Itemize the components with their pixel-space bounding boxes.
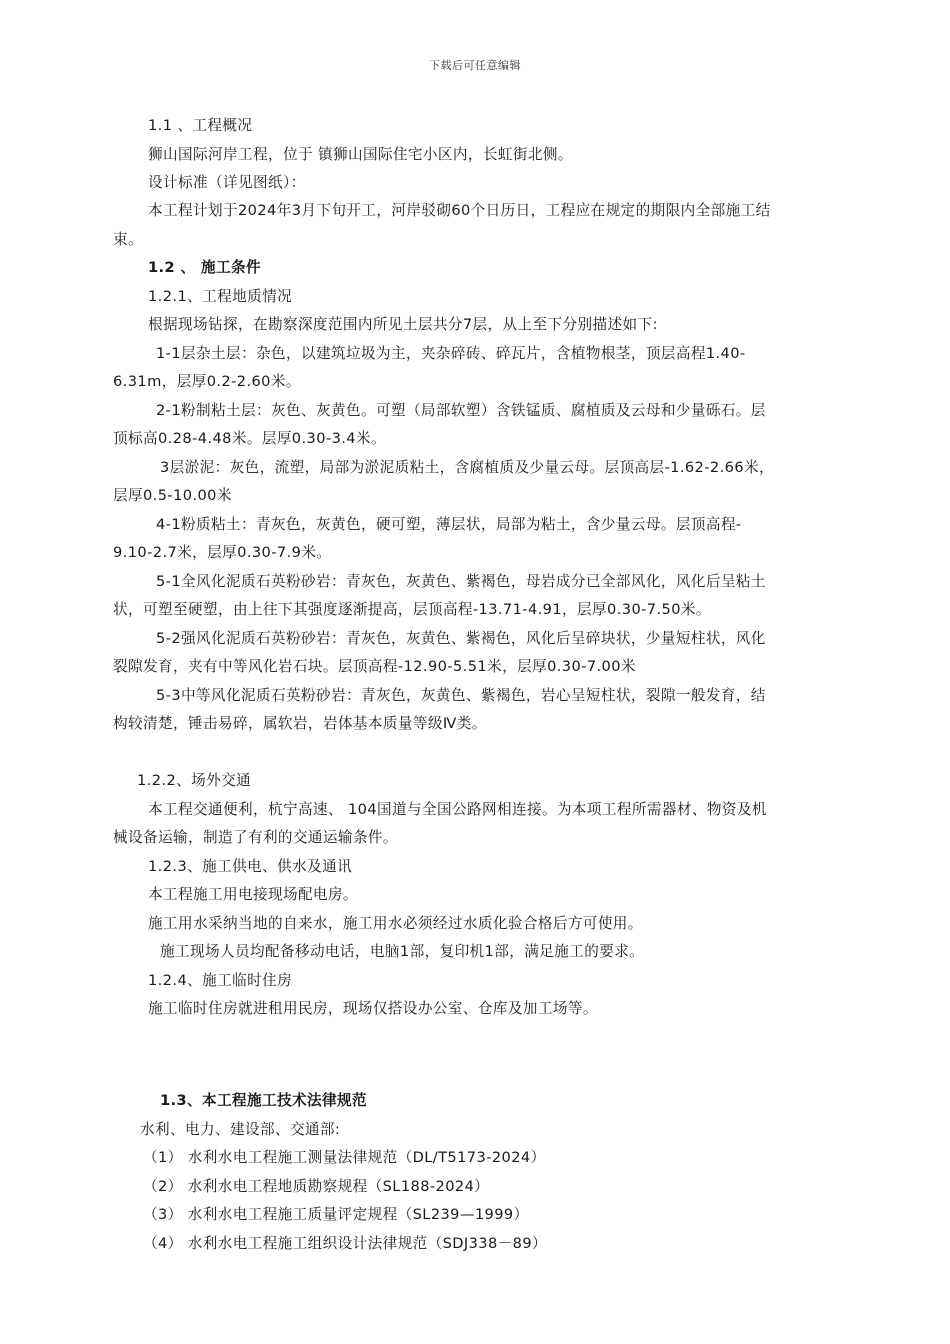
paragraph-line: 施工现场人员均配备移动电话，电脑1部，复印机1部，满足施工的要求。 xyxy=(160,943,645,960)
page-header: 下载后可任意编辑 xyxy=(429,59,521,72)
section-heading-1-3: 1.3、本工程施工技术法律规范 xyxy=(160,1092,367,1109)
paragraph-line: 设计标准（详见图纸）： xyxy=(148,174,306,191)
list-item: （1） 水利水电工程施工测量法律规范（DL/T5173-2024） xyxy=(143,1149,546,1166)
paragraph-line: 5-3中等风化泥质石英粉砂岩：青灰色，灰黄色、紫褐色，岩心呈短柱状，裂隙一般发育，结 xyxy=(156,687,766,704)
paragraph-line: 水利、电力、建设部、交通部: xyxy=(140,1121,341,1138)
list-item: （2） 水利水电工程地质勘察规程（SL188-2024） xyxy=(143,1178,490,1195)
paragraph-line: 械设备运输，制造了有利的交通运输条件。 xyxy=(113,829,398,846)
subsection-heading: 1.2.2、场外交通 xyxy=(137,772,252,789)
paragraph-line: 施工用水采纳当地的自来水，施工用水必须经过水质化验合格后方可使用。 xyxy=(148,915,643,932)
paragraph-line: 束。 xyxy=(113,231,143,248)
subsection-heading: 1.2.1、工程地质情况 xyxy=(148,288,293,305)
paragraph-line: 6.31m，层厚0.2-2.60米。 xyxy=(113,373,301,390)
list-item: （3） 水利水电工程施工质量评定规程（SL239—1999） xyxy=(143,1206,529,1223)
paragraph-line: 施工临时住房就进租用民房，现场仅搭设办公室、仓库及加工场等。 xyxy=(148,1000,598,1017)
paragraph-line: 5-2强风化泥质石英粉砂岩：青灰色，灰黄色、紫褐色，风化后呈碎块状，少量短柱状，风化 xyxy=(156,630,766,647)
paragraph-line: 3层淤泥：灰色，流塑，局部为淤泥质粘土，含腐植质及少量云母。层顶高层-1.62-2.66米， xyxy=(160,459,774,476)
list-item: （4） 水利水电工程施工组织设计法律规范（SDJ338－89） xyxy=(143,1235,548,1252)
section-heading-1-2: 1.2 、 施工条件 xyxy=(148,259,261,276)
paragraph-line: 构较清楚，锤击易碎，属软岩，岩体基本质量等级Ⅳ类。 xyxy=(113,715,487,732)
paragraph-line: 5-1全风化泥质石英粉砂岩：青灰色，灰黄色、紫褐色，母岩成分已全部风化，风化后呈粘土 xyxy=(156,573,766,590)
paragraph-line: 裂隙发育，夹有中等风化岩石块。层顶高程-12.90-5.51米，层厚0.30-7.00米 xyxy=(113,658,636,675)
paragraph-line: 本工程施工用电接现场配电房。 xyxy=(148,886,358,903)
paragraph-line: 顶标高0.28-4.48米。层厚0.30-3.4米。 xyxy=(113,430,386,447)
paragraph-line: 本工程计划于2024年3月下旬开工，河岸驳砌60个日历日，工程应在规定的期限内全部施工结 xyxy=(148,202,771,219)
paragraph-line: 层厚0.5-10.00米 xyxy=(113,487,232,504)
subsection-heading: 1.2.4、施工临时住房 xyxy=(148,972,293,989)
paragraph-line: 本工程交通便利，杭宁高速、 104国道与全国公路网相连接。为本项工程所需器材、物资及机 xyxy=(148,801,767,818)
paragraph-line: 狮山国际河岸工程，位于 镇狮山国际住宅小区内，长虹街北侧。 xyxy=(148,146,573,163)
section-heading-1-1: 1.1 、工程概况 xyxy=(148,117,253,134)
paragraph-line: 9.10-2.7米，层厚0.30-7.9米。 xyxy=(113,544,332,561)
paragraph-line: 4-1粉质粘土：青灰色，灰黄色，硬可塑，薄层状，局部为粘土，含少量云母。层顶高程- xyxy=(156,516,742,533)
paragraph-line: 状，可塑至硬塑，由上往下其强度逐渐提高，层顶高程-13.71-4.91，层厚0.30-7.50米。 xyxy=(113,601,711,618)
paragraph-line: 1-1层杂土层：杂色，以建筑垃圾为主，夹杂碎砖、碎瓦片，含植物根茎，顶层高程1.40- xyxy=(156,345,746,362)
paragraph-line: 根据现场钻探，在勘察深度范围内所见土层共分7层，从上至下分别描述如下: xyxy=(148,316,658,333)
subsection-heading: 1.2.3、施工供电、供水及通讯 xyxy=(148,858,353,875)
paragraph-line: 2-1粉制粘土层：灰色、灰黄色。可塑（局部软塑）含铁锰质、腐植质及云母和少量砾石。层 xyxy=(156,402,766,419)
